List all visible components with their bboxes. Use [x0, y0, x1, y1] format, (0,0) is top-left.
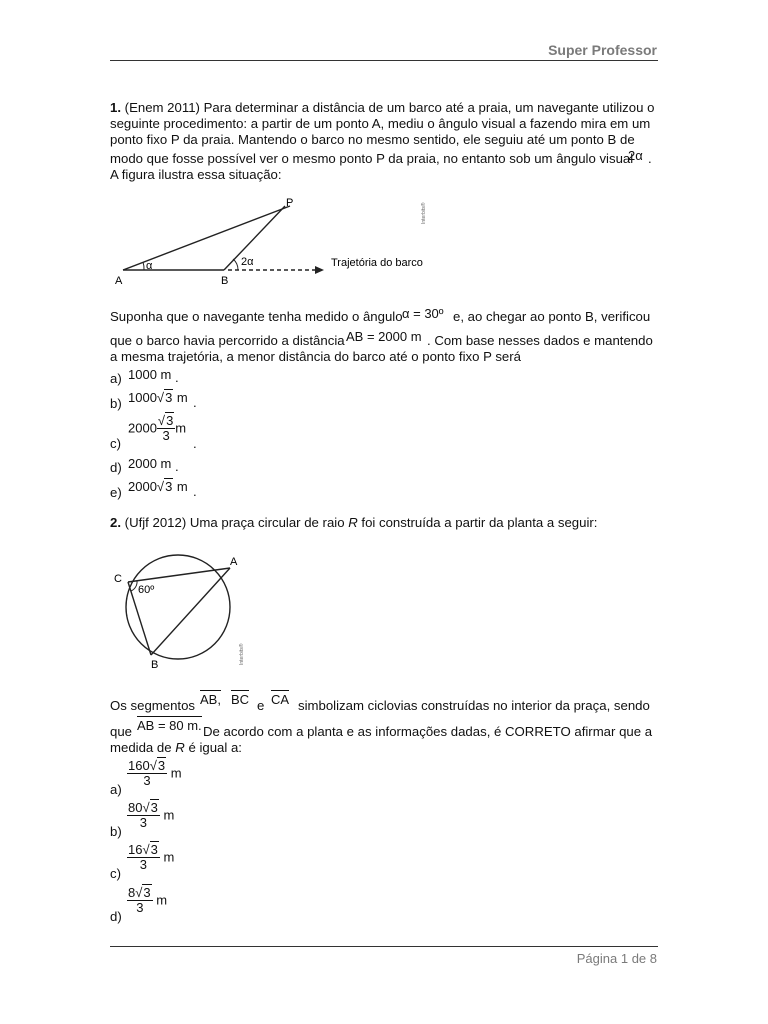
q2-seg-e: e: [257, 698, 265, 713]
q2-medida: medida de R é igual a:: [110, 740, 242, 755]
q1-opt-c-value: 2000 $\frac{√3}{3}$ m: [128, 413, 187, 443]
q1-angle-2a: 2α: [628, 148, 643, 163]
label-C: C: [114, 573, 122, 585]
q1-line-1: 1. (Enem 2011) Para determinar a distância de um barco até a praia, um navegante utilizou o: [110, 100, 655, 115]
q2-opt-c-value: $\frac{16√3}{3}$ m: [128, 842, 175, 872]
q2-ab80: AB = 80 m.: [137, 718, 202, 733]
label-A: A: [115, 275, 123, 287]
label-60: 60º: [138, 584, 155, 596]
q2-opt-d-label: d): [110, 909, 122, 924]
q1-after-1a: Suponha que o navegante tenha medido o ângulo: [110, 309, 403, 324]
q2-cont: De acordo com a planta e as informações dadas, é CORRETO afirmar que a: [203, 724, 653, 739]
q2-opt-c-label: c): [110, 866, 121, 881]
q1-ab-eq: AB = 2000 m: [346, 329, 422, 344]
q1-opt-e-end: .: [193, 484, 197, 499]
q2-seg-ca: CA: [271, 692, 290, 707]
q1-after-1b: e, ao chegar ao ponto B, verificou: [453, 309, 651, 324]
q1-line-2: seguinte procedimento: a partir de um ponto A, mediu o ângulo visual a fazendo mira em um: [110, 116, 651, 131]
q1-after-3: a mesma trajetória, a menor distância do barco até o ponto fixo P será: [110, 349, 521, 364]
q2-opt-d-value: $\frac{8√3}{3}$ m: [128, 885, 168, 915]
label-B: B: [221, 275, 229, 287]
footer-page: Página 1 de 8: [576, 951, 657, 966]
trajectory-label: Trajetória do barco: [331, 257, 423, 269]
q2-figure: [110, 545, 250, 670]
label-P: P: [286, 197, 294, 209]
q1-opt-a-label: a): [110, 371, 122, 386]
header-rule: [110, 60, 658, 61]
q1-opt-b-end: .: [193, 395, 197, 410]
q1-opt-e-label: e): [110, 485, 122, 500]
label-A2: A: [230, 556, 238, 568]
q1-opt-d-value: 2000 m: [128, 456, 172, 471]
q2-seg-post: simbolizam ciclovias construídas no interior da praça, sendo: [298, 698, 650, 713]
q1-opt-d-end: .: [175, 459, 179, 474]
q2-que: que: [110, 724, 133, 739]
q2-opt-a-value: $\frac{160√3}{3}$ m: [128, 758, 182, 788]
q1-after-2a: que o barco havia percorrido a distância: [110, 333, 345, 348]
watermark-2: Interbits®: [239, 643, 245, 665]
q1-after-2b: . Com base nesses dados e mantendo: [427, 333, 653, 348]
q1-line-5: A figura ilustra essa situação:: [110, 167, 282, 182]
q2-opt-b-value: $\frac{80√3}{3}$ m: [128, 800, 175, 830]
q1-opt-b-label: b): [110, 396, 122, 411]
q1-opt-a-value: 1000 m: [128, 367, 172, 382]
q2-seg-ab: AB,: [200, 692, 221, 707]
q1-opt-c-label: c): [110, 436, 121, 451]
watermark: Interbits®: [421, 202, 427, 224]
q1-opt-b-value: 1000√3 m: [128, 390, 188, 405]
q2-line-1: 2. (Ufjf 2012) Uma praça circular de raio R foi construída a partir da planta a seguir:: [110, 515, 598, 530]
header-title: Super Professor: [548, 42, 657, 58]
q2-opt-b-label: b): [110, 824, 122, 839]
q1-opt-a-end: .: [175, 370, 179, 385]
label-2alpha: 2α: [241, 256, 254, 268]
q1-line-4-period: .: [648, 151, 652, 166]
q1-line-3: ponto fixo P da praia. Mantendo o barco no mesmo sentido, ele seguiu até um ponto B de: [110, 132, 635, 147]
q1-opt-d-label: d): [110, 460, 122, 475]
footer-rule: [110, 946, 658, 947]
q2-opt-a-label: a): [110, 782, 122, 797]
q2-seg-bc: BC: [231, 692, 250, 707]
q1-opt-e-value: 2000√3 m: [128, 479, 188, 494]
q1-figure: [110, 192, 430, 288]
q2-seg-pre: Os segmentos: [110, 698, 196, 713]
q1-line-4: modo que fosse possível ver o mesmo ponto P da praia, no entanto sob um ângulo visual: [110, 151, 634, 166]
q1-alpha-eq: α = 30º: [402, 306, 444, 321]
label-B2: B: [151, 659, 159, 670]
q1-opt-c-end: .: [193, 436, 197, 451]
label-alpha: α: [146, 260, 153, 272]
